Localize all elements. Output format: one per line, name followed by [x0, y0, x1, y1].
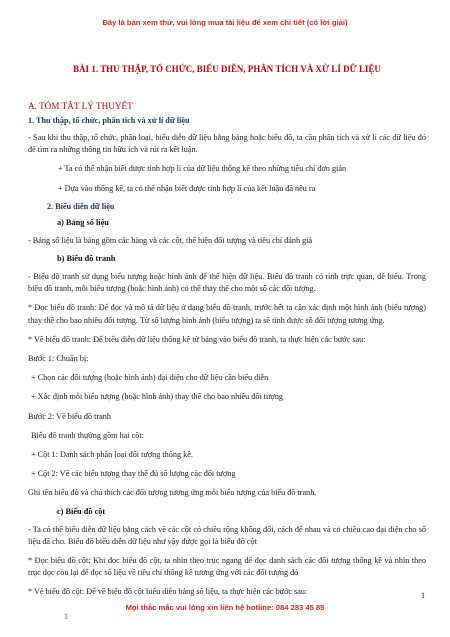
subsection-heading-1: 1. Thu thập, tổ chức, phân tích và xử lí dữ liệu: [28, 116, 190, 125]
paragraph: Ghi tên biểu đồ và chú thích các đối tượng tương ứng mỗi biểu tượng của biểu đồ tranh.: [28, 488, 317, 498]
paragraph: - Biểu đồ tranh sử dụng biểu tượng hoặc hình ảnh để thể hiện dữ liệu. Biểu đồ tranh có tính trực quan, dễ hiểu. Trong biểu đồ tranh, mỗi biểu tượng (hoặc hình ảnh) có thể thay thế cho một số các đối tượng.: [28, 272, 426, 294]
bullet-item: + Cột 1: Danh sách phân loại đối tượng thống kê.: [31, 450, 193, 460]
document-body: [28, 64, 426, 606]
paragraph: * Đọc biểu đồ tranh: Để đọc và mô tả dữ liệu ở dạng biểu đồ tranh, trước hết ta cần xác định một hình ảnh (biểu tượng) thay thế cho bao nhiêu đối tượng. Từ số lượng hình ảnh (biểu tượng) ta sẽ tính được số đối tượng tương ứng.: [28, 303, 426, 325]
bullet-item: + Dựa vào thống kê, ta có thể nhận biết được tính hợp lí của kết luận đã nêu ra: [58, 183, 316, 193]
paragraph: - Sau khi thu thập, tổ chức, phân loại, biểu diễn dữ liệu bằng bảng hoặc biểu đồ, ta cần phân tích và xử lí các dữ liệu đó để tìm ra những thông tin hữu ích và rút ra kết luận.: [28, 133, 426, 155]
bullet-item: + Chọn các đối tượng (hoặc hình ảnh) đại diện cho dữ liệu cần biểu diễn: [31, 373, 269, 383]
bullet-item: + Ta có thể nhận biết được tính hợp lí của dữ liệu thống kê theo những tiêu chí đơn giản: [58, 164, 347, 174]
paragraph: Biểu đồ tranh thường gồm hai cột:: [31, 430, 144, 440]
subsection-heading-2: 2. Biểu diễn dữ liệu: [47, 201, 115, 211]
paragraph: * Vẽ biểu đồ cột: Để vẽ biểu đồ cột biểu diễn bảng số liệu, ta thực hiện các bước sau:: [28, 587, 308, 597]
section-heading: A. TÓM TẮT LÝ THUYẾT: [28, 101, 133, 111]
sub-heading-b: b) Biểu đồ tranh: [57, 254, 116, 264]
sub-heading-c: c) Biểu đồ cột: [57, 506, 106, 516]
sub-heading-a: a) Bảng số liệu: [57, 217, 109, 227]
step-label: Bước 1: Chuẩn bị:: [28, 354, 89, 364]
step-label: Bước 2: Vẽ biểu đồ tranh: [28, 411, 111, 421]
preview-banner: Đây là bản xem thử, vui lòng mua tài liệu để xem chi tiết (có lời giải): [102, 18, 348, 27]
paragraph: * Vẽ biểu đồ tranh: Để biểu diễn dữ liệu thống kê từ bảng vào biểu đồ tranh, ta thực hiện các bước sau:: [28, 334, 366, 344]
page-number-footer: 1: [64, 612, 68, 621]
paragraph: - Bảng số liệu là bảng gồm các hàng và các cột, thể hiện đối tượng và tiêu chí đánh giá: [28, 235, 313, 245]
bullet-item: + Cột 2: Vẽ các biểu tượng thay thế đủ số lượng các đối tượng: [31, 469, 236, 479]
paragraph: * Đọc biểu đồ cột: Khi đọc biểu đồ cột, ta nhìn theo trục ngang để đọc danh sách các đối tượng thống kê và nhìn theo trục dọc còn lại để đọc số liệu về tiêu chí thống kê tương ứng với các đối tượng đó: [28, 556, 426, 578]
document-title: BÀI 1. THU THẬP, TỔ CHỨC, BIỂU DIỄN, PHÂN TÍCH VÀ XỬ LÍ DỮ LIỆU: [73, 64, 381, 74]
paragraph: - Ta có thể biểu diễn dữ liệu bằng cách vẽ các cột có chiều rộng không đổi, cách để nhau và có chiều cao đại diện cho số liệu đã cho. Biểu đồ biểu diễn dữ liệu như vậy được gọi là biểu đồ cột: [28, 524, 426, 546]
bullet-item: + Xác định mỗi biểu tượng (hoặc hình ảnh) thay thế cho bao nhiêu đối tượng: [31, 392, 284, 402]
hotline-footer: Mọi thắc mắc vui lòng xin liên hệ hotline: 084 283 45 85: [125, 603, 325, 612]
page-number: 1: [421, 591, 425, 600]
